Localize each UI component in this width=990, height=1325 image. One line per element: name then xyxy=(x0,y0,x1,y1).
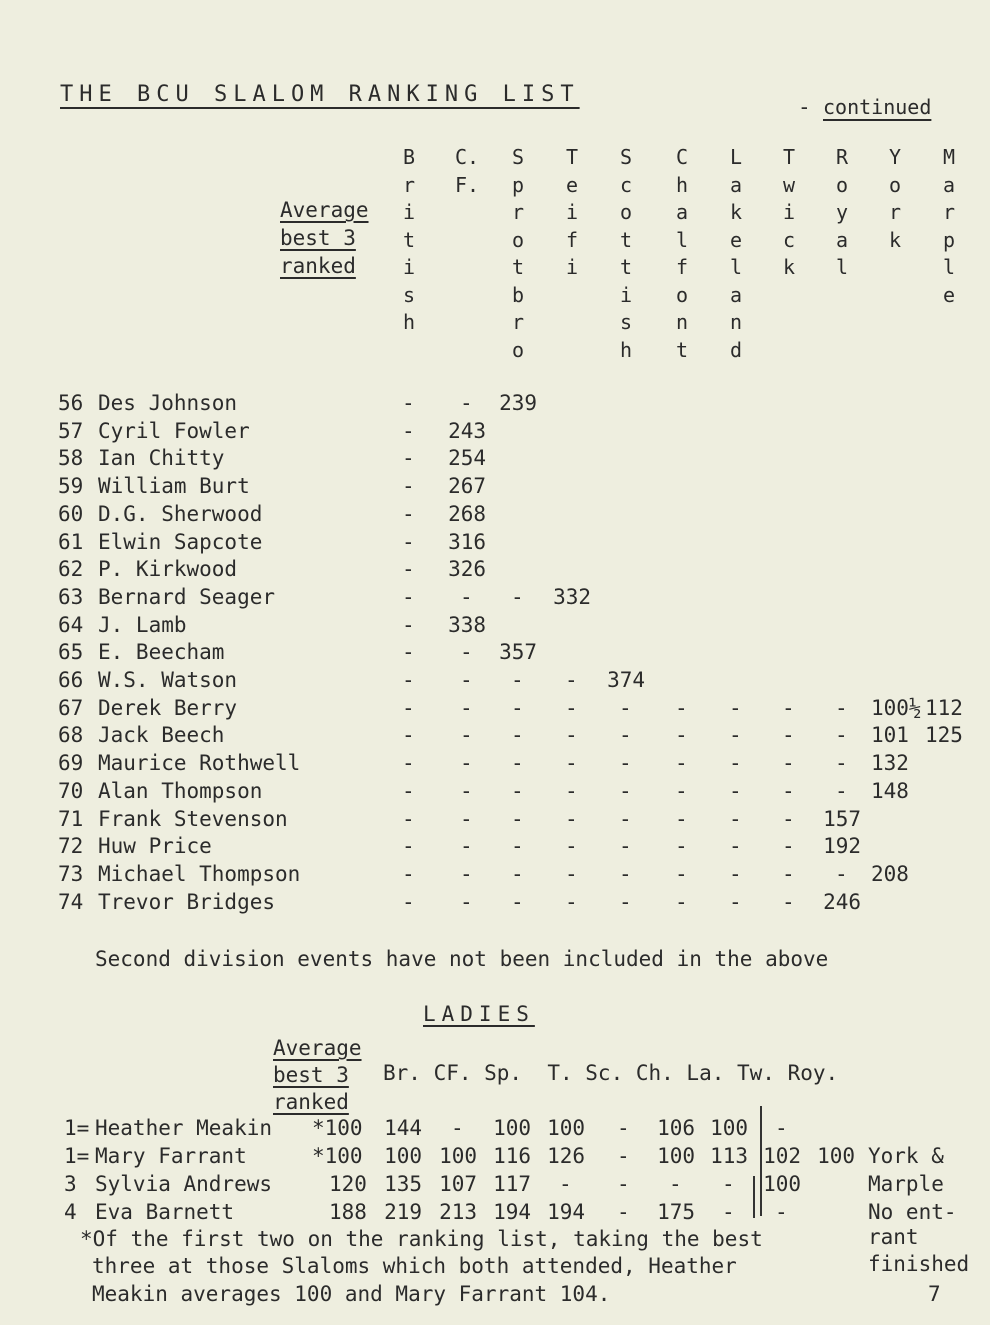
empty-cell-dash: - xyxy=(729,778,742,803)
row-note: Marple xyxy=(868,1172,944,1196)
column-header-letter: r xyxy=(942,200,956,224)
column-header-letter: i xyxy=(619,282,633,307)
empty-cell-dash: - xyxy=(402,474,415,499)
score-cell: 100 xyxy=(710,1116,749,1140)
score-cell: 117 xyxy=(493,1172,532,1196)
empty-cell-dash: - xyxy=(619,723,632,748)
column-header-letter: y xyxy=(835,200,849,224)
score-cell: 219 xyxy=(384,1200,423,1224)
empty-cell-dash: - xyxy=(402,778,415,803)
competitor-name: William Burt xyxy=(98,474,250,499)
empty-cell-dash: - xyxy=(460,695,473,720)
footnote-line: Meakin averages 100 and Mary Farrant 104. xyxy=(92,1282,611,1306)
score-cell: 135 xyxy=(384,1172,423,1196)
rank-number: 57 xyxy=(58,418,84,443)
competitor-name: D.G. Sherwood xyxy=(98,501,263,526)
column-header-letter: S xyxy=(511,145,525,169)
title-continued: continued xyxy=(823,95,932,119)
rank-number: 56 xyxy=(58,391,84,415)
rank-number: 58 xyxy=(58,446,84,471)
column-header-letter: s xyxy=(402,282,416,307)
empty-cell-dash: - xyxy=(782,751,795,776)
rank-number: 3 xyxy=(64,1172,77,1196)
row-note: No ent- xyxy=(868,1200,957,1224)
empty-cell-dash: - xyxy=(402,668,415,692)
empty-cell-dash: - xyxy=(402,889,415,914)
competitor-name: Huw Price xyxy=(98,834,212,859)
score-cell: 267 xyxy=(448,474,487,499)
men-best3-line: best 3 xyxy=(280,226,356,250)
column-header-letter: t xyxy=(619,227,633,252)
empty-cell-dash: - xyxy=(775,1200,788,1224)
empty-cell-dash: - xyxy=(729,861,742,886)
empty-cell-dash: - xyxy=(729,889,742,914)
column-header-letter: e xyxy=(729,227,743,252)
empty-cell-dash: - xyxy=(729,723,742,748)
empty-cell-dash: - xyxy=(565,668,578,692)
score-cell: 132 xyxy=(871,751,909,776)
column-header-letter: i xyxy=(402,200,416,224)
score-cell: 100 xyxy=(439,1144,478,1168)
average-score: *100 xyxy=(312,1144,363,1168)
rank-number: 74 xyxy=(58,889,84,914)
empty-cell-dash: - xyxy=(511,584,524,609)
score-cell: 157 xyxy=(823,806,862,831)
ladies-divider-lower xyxy=(753,1176,755,1218)
empty-cell-dash: - xyxy=(729,751,742,776)
row-note: York & xyxy=(868,1144,944,1168)
empty-cell-dash: - xyxy=(460,778,473,803)
empty-cell-dash: - xyxy=(617,1200,630,1224)
ladies-best3-line: best 3 xyxy=(273,1063,349,1087)
column-header-letter: B xyxy=(402,145,416,169)
rank-number: 69 xyxy=(58,751,84,776)
page-title: THE BCU SLALOM RANKING LIST xyxy=(60,82,580,107)
rank-number: 65 xyxy=(58,640,84,665)
column-header-letter: T xyxy=(565,145,579,169)
column-header-letter: i xyxy=(565,255,579,279)
column-header-letter: t xyxy=(402,227,416,252)
competitor-name: Heather Meakin xyxy=(95,1116,273,1140)
second-division-note: Second division events have not been included in the above xyxy=(95,947,829,971)
score-cell: 213 xyxy=(439,1200,478,1224)
ladies-side-note-1: rant xyxy=(868,1225,919,1249)
rank-number: 1= xyxy=(64,1144,90,1168)
men-ranked-line: ranked xyxy=(280,254,356,278)
score-cell: 316 xyxy=(448,529,487,554)
empty-cell-dash: - xyxy=(460,668,473,692)
ladies-ranked-line: ranked xyxy=(273,1090,349,1114)
column-header-letter: c xyxy=(782,227,796,252)
column-header-letter: n xyxy=(729,310,743,334)
column-header-letter: r xyxy=(511,310,525,334)
empty-cell-dash: - xyxy=(619,889,632,914)
competitor-name: Mary Farrant xyxy=(95,1144,247,1168)
column-header-letter: C xyxy=(675,145,689,169)
score-cell: 208 xyxy=(871,861,909,886)
competitor-name: Maurice Rothwell xyxy=(98,751,301,776)
rank-number: 70 xyxy=(58,778,84,803)
column-header-letter: C. xyxy=(455,145,480,169)
column-header-letter: h xyxy=(619,337,633,362)
rank-number: 66 xyxy=(58,668,84,692)
empty-cell-dash: - xyxy=(565,778,578,803)
competitor-name: Sylvia Andrews xyxy=(95,1172,273,1196)
empty-cell-dash: - xyxy=(565,834,578,859)
empty-cell-dash: - xyxy=(511,834,524,859)
score-cell: 100 xyxy=(493,1116,532,1140)
empty-cell-dash: - xyxy=(460,391,473,415)
column-header-letter: r xyxy=(402,172,416,197)
rank-number: 63 xyxy=(58,584,84,609)
column-header-letter: l xyxy=(729,255,743,279)
rank-number: 1= xyxy=(64,1116,90,1140)
column-header-letter: l xyxy=(675,227,689,252)
empty-cell-dash: - xyxy=(460,834,473,859)
empty-cell-dash: - xyxy=(511,778,524,803)
score-cell: 100 xyxy=(817,1144,856,1168)
score-cell: 112 xyxy=(925,695,963,720)
empty-cell-dash: - xyxy=(402,529,415,554)
empty-cell-dash: - xyxy=(511,668,524,692)
empty-cell-dash: - xyxy=(511,695,524,720)
column-header-letter: Y xyxy=(888,145,902,169)
column-header-letter: e xyxy=(565,172,579,197)
empty-cell-dash: - xyxy=(460,806,473,831)
column-header-letter: d xyxy=(729,337,743,362)
empty-cell-dash: - xyxy=(559,1172,572,1196)
score-cell: 125 xyxy=(925,723,963,748)
empty-cell-dash: - xyxy=(782,834,795,859)
empty-cell-dash: - xyxy=(835,695,848,720)
competitor-name: Des Johnson xyxy=(98,391,238,415)
rank-number: 64 xyxy=(58,612,84,637)
empty-cell-dash: - xyxy=(565,723,578,748)
empty-cell-dash: - xyxy=(460,584,473,609)
empty-cell-dash: - xyxy=(402,695,415,720)
score-cell: 100 xyxy=(384,1144,423,1168)
column-header-letter: h xyxy=(402,310,416,334)
ladies-divider-left xyxy=(760,1106,762,1216)
score-cell: 194 xyxy=(493,1200,532,1224)
column-header-letter: o xyxy=(888,172,902,197)
rank-number: 73 xyxy=(58,861,84,886)
column-header-letter: a xyxy=(835,227,849,252)
empty-cell-dash: - xyxy=(617,1116,630,1140)
empty-cell-dash: - xyxy=(782,889,795,914)
empty-cell-dash: - xyxy=(402,612,415,637)
empty-cell-dash: - xyxy=(835,861,848,886)
empty-cell-dash: - xyxy=(402,418,415,443)
competitor-name: E. Beecham xyxy=(98,640,225,665)
empty-cell-dash: - xyxy=(675,723,688,748)
empty-cell-dash: - xyxy=(402,806,415,831)
title-suffix-dash: - xyxy=(798,95,811,119)
empty-cell-dash: - xyxy=(669,1172,682,1196)
column-header-letter: o xyxy=(511,337,525,362)
ladies-column-headers: Br. CF. Sp. T. Sc. Ch. La. Tw. Roy. xyxy=(383,1061,839,1085)
empty-cell-dash: - xyxy=(565,695,578,720)
average-score: *100 xyxy=(312,1116,363,1140)
footnote-line: *Of the first two on the ranking list, taking the best xyxy=(80,1227,763,1251)
column-header-letter: L xyxy=(729,145,743,169)
empty-cell-dash: - xyxy=(619,778,632,803)
score-cell: 357 xyxy=(499,640,538,665)
competitor-name: Bernard Seager xyxy=(98,584,276,609)
column-header-letter: k xyxy=(729,200,743,224)
column-header-letter: a xyxy=(675,200,689,224)
score-cell: 332 xyxy=(553,584,592,609)
empty-cell-dash: - xyxy=(565,889,578,914)
empty-cell-dash: - xyxy=(565,751,578,776)
column-header-letter: w xyxy=(782,172,796,197)
score-cell: 374 xyxy=(607,668,646,692)
column-header-letter: i xyxy=(565,200,579,224)
empty-cell-dash: - xyxy=(722,1172,735,1196)
column-header-letter: l xyxy=(942,255,956,279)
column-header-letter: M xyxy=(942,145,956,169)
empty-cell-dash: - xyxy=(511,889,524,914)
empty-cell-dash: - xyxy=(729,834,742,859)
empty-cell-dash: - xyxy=(775,1116,788,1140)
column-header-letter: o xyxy=(675,282,689,307)
score-cell: 106 xyxy=(657,1116,696,1140)
rank-number: 67 xyxy=(58,695,84,720)
empty-cell-dash: - xyxy=(782,723,795,748)
empty-cell-dash: - xyxy=(782,695,795,720)
column-header-letter: k xyxy=(888,227,902,252)
empty-cell-dash: - xyxy=(402,861,415,886)
score-cell: 194 xyxy=(547,1200,586,1224)
empty-cell-dash: - xyxy=(675,834,688,859)
rank-number: 62 xyxy=(58,557,84,582)
competitor-name: Jack Beech xyxy=(98,723,225,748)
competitor-name: Ian Chitty xyxy=(98,446,225,471)
empty-cell-dash: - xyxy=(460,861,473,886)
competitor-name: J. Lamb xyxy=(98,612,187,637)
score-cell: 268 xyxy=(448,501,487,526)
empty-cell-dash: - xyxy=(782,806,795,831)
empty-cell-dash: - xyxy=(511,861,524,886)
column-header-letter: o xyxy=(835,172,849,197)
column-header-letter: i xyxy=(782,200,796,224)
empty-cell-dash: - xyxy=(729,806,742,831)
empty-cell-dash: - xyxy=(402,446,415,471)
competitor-name: Frank Stevenson xyxy=(98,806,288,831)
empty-cell-dash: - xyxy=(619,861,632,886)
rank-number: 68 xyxy=(58,723,84,748)
column-header-letter: a xyxy=(942,172,956,197)
column-header-letter: t xyxy=(619,255,633,279)
empty-cell-dash: - xyxy=(402,751,415,776)
empty-cell-dash: - xyxy=(675,778,688,803)
column-header-letter: f xyxy=(565,227,579,252)
empty-cell-dash: - xyxy=(402,584,415,609)
column-header-letter: R xyxy=(835,145,849,169)
empty-cell-dash: - xyxy=(460,889,473,914)
column-header-letter: a xyxy=(729,172,743,197)
empty-cell-dash: - xyxy=(402,501,415,526)
column-header-letter: e xyxy=(942,282,956,307)
empty-cell-dash: - xyxy=(460,751,473,776)
competitor-name: W.S. Watson xyxy=(98,668,238,692)
empty-cell-dash: - xyxy=(675,751,688,776)
competitor-name: Alan Thompson xyxy=(98,778,263,803)
average-score: 188 xyxy=(329,1200,367,1224)
score-cell: 254 xyxy=(448,446,487,471)
empty-cell-dash: - xyxy=(619,751,632,776)
empty-cell-dash: - xyxy=(835,723,848,748)
ladies-average-line: Average xyxy=(273,1036,362,1060)
rank-number: 60 xyxy=(58,501,84,526)
empty-cell-dash: - xyxy=(617,1144,630,1168)
score-cell: 113 xyxy=(710,1144,749,1168)
competitor-name: P. Kirkwood xyxy=(98,557,238,582)
empty-cell-dash: - xyxy=(460,723,473,748)
column-header-letter: t xyxy=(675,337,689,362)
score-cell: 338 xyxy=(448,612,487,637)
empty-cell-dash: - xyxy=(402,723,415,748)
empty-cell-dash: - xyxy=(722,1200,735,1224)
column-header-letter: f xyxy=(675,255,689,279)
column-header-letter: s xyxy=(619,310,633,334)
score-cell: 144 xyxy=(384,1116,423,1140)
empty-cell-dash: - xyxy=(675,695,688,720)
score-cell: 100½ xyxy=(871,695,922,720)
empty-cell-dash: - xyxy=(511,723,524,748)
score-cell: 102 xyxy=(763,1144,802,1168)
page-number: 7 xyxy=(928,1282,941,1306)
score-cell: 100 xyxy=(547,1116,586,1140)
empty-cell-dash: - xyxy=(565,861,578,886)
column-header-letter: t xyxy=(511,255,525,279)
empty-cell-dash: - xyxy=(619,695,632,720)
column-header-letter: n xyxy=(675,310,689,334)
empty-cell-dash: - xyxy=(511,806,524,831)
column-header-letter: S xyxy=(619,145,633,169)
score-cell: 243 xyxy=(448,418,487,443)
empty-cell-dash: - xyxy=(617,1172,630,1196)
competitor-name: Michael Thompson xyxy=(98,861,301,886)
score-cell: 246 xyxy=(823,889,862,914)
score-cell: 100 xyxy=(657,1144,696,1168)
column-header-letter: o xyxy=(511,227,525,252)
score-cell: 239 xyxy=(499,391,538,415)
score-cell: 126 xyxy=(547,1144,586,1168)
score-cell: 116 xyxy=(493,1144,532,1168)
empty-cell-dash: - xyxy=(619,806,632,831)
column-header-letter: b xyxy=(511,282,525,307)
competitor-name: Eva Barnett xyxy=(95,1200,235,1224)
score-cell: 175 xyxy=(657,1200,696,1224)
empty-cell-dash: - xyxy=(675,861,688,886)
score-cell: 326 xyxy=(448,557,487,582)
rank-number: 72 xyxy=(58,834,84,859)
column-header-letter: F. xyxy=(455,172,480,197)
ladies-heading: LADIES xyxy=(423,1002,535,1026)
rank-number: 4 xyxy=(64,1200,77,1224)
empty-cell-dash: - xyxy=(402,834,415,859)
column-header-letter: T xyxy=(782,145,796,169)
empty-cell-dash: - xyxy=(565,806,578,831)
column-header-letter: c xyxy=(619,172,633,197)
empty-cell-dash: - xyxy=(782,861,795,886)
column-header-letter: h xyxy=(675,172,689,197)
competitor-name: Derek Berry xyxy=(98,695,238,720)
empty-cell-dash: - xyxy=(451,1116,464,1140)
empty-cell-dash: - xyxy=(675,806,688,831)
column-header-letter: r xyxy=(511,200,525,224)
average-score: 120 xyxy=(329,1172,367,1196)
column-header-letter: k xyxy=(782,255,796,279)
score-cell: 107 xyxy=(439,1172,478,1196)
column-header-letter: l xyxy=(835,255,849,279)
empty-cell-dash: - xyxy=(511,751,524,776)
empty-cell-dash: - xyxy=(675,889,688,914)
empty-cell-dash: - xyxy=(782,778,795,803)
empty-cell-dash: - xyxy=(402,640,415,665)
column-header-letter: p xyxy=(511,172,525,197)
column-header-letter: o xyxy=(619,200,633,224)
footnote-line: three at those Slaloms which both attended, Heather xyxy=(92,1254,737,1278)
empty-cell-dash: - xyxy=(619,834,632,859)
score-cell: 101 xyxy=(871,723,909,748)
empty-cell-dash: - xyxy=(402,391,415,415)
men-average-line: Average xyxy=(280,198,369,222)
score-cell: 100 xyxy=(763,1172,802,1196)
empty-cell-dash: - xyxy=(460,640,473,665)
column-header-letter: p xyxy=(942,227,956,252)
competitor-name: Cyril Fowler xyxy=(98,418,250,443)
empty-cell-dash: - xyxy=(835,778,848,803)
empty-cell-dash: - xyxy=(835,751,848,776)
column-header-letter: r xyxy=(888,200,902,224)
column-header-letter: i xyxy=(402,255,416,279)
rank-number: 61 xyxy=(58,529,84,554)
column-header-letter: a xyxy=(729,282,743,307)
competitor-name: Elwin Sapcote xyxy=(98,529,263,554)
rank-number: 59 xyxy=(58,474,84,499)
rank-number: 71 xyxy=(58,806,84,831)
ladies-side-note-2: finished xyxy=(868,1252,970,1276)
score-cell: 148 xyxy=(871,778,909,803)
empty-cell-dash: - xyxy=(402,557,415,582)
score-cell: 192 xyxy=(823,834,862,859)
empty-cell-dash: - xyxy=(729,695,742,720)
competitor-name: Trevor Bridges xyxy=(98,889,276,914)
